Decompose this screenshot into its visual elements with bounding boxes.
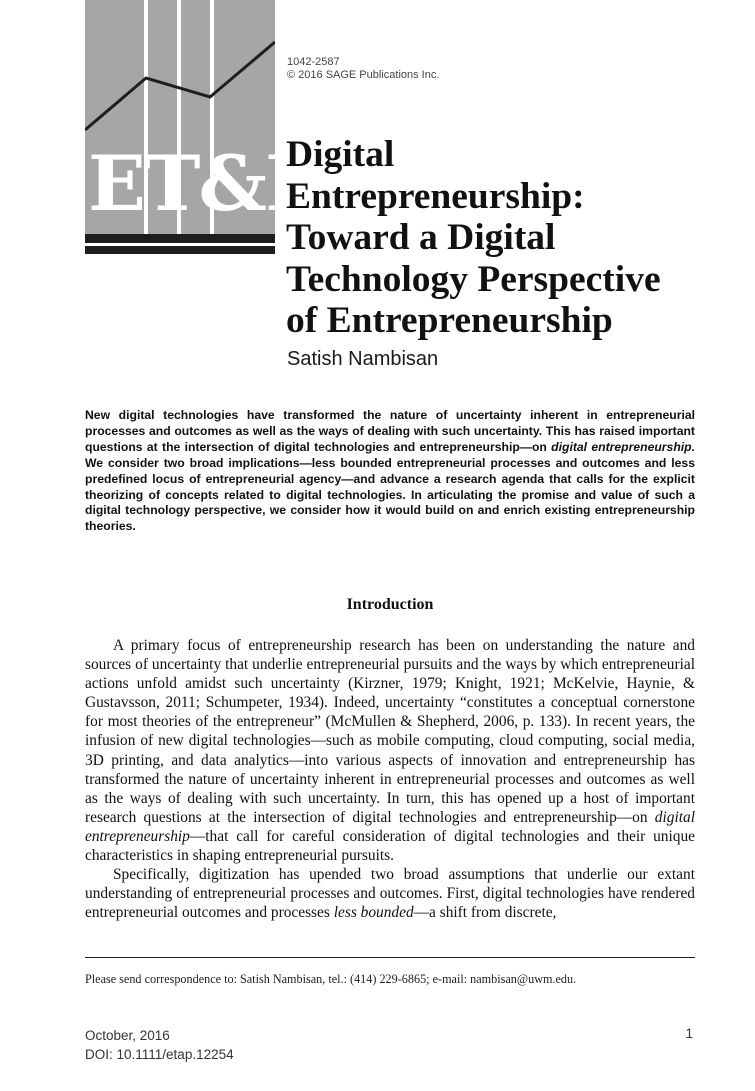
copyright: © 2016 SAGE Publications Inc. (287, 69, 440, 81)
abstract-text: We consider two broad implications—less bounded entrepreneurial processes and outcomes and less predefined locus of entrepreneurial agency—and advance a research agenda that calls for the explicit theorizing of concepts related to digital technologies. In articulating the promise and value of such a digital technology perspective, we consider how it would build on and enrich existing entrepreneurship theories. (85, 455, 695, 534)
title-line: Entrepreneurship: (286, 175, 585, 217)
paragraph (85, 865, 695, 922)
section-heading: Introduction (346, 596, 434, 613)
author-name: Satish Nambisan (287, 348, 439, 370)
title-line: Digital (286, 134, 395, 175)
issn-block (287, 56, 439, 82)
paragraph-text: A primary focus of entrepreneurship research has been on understanding the nature and sources of uncertainty that underlie entrepreneurial pursuits and the ways by which entrepreneurial actions unfold amidst such uncertainty (Kirzner, 1979; Knight, 1921; McKelvie, Haynie, & Gustavsson, 2011; Schumpeter, 1934). Indeed, uncertainty “constitutes a conceptual cornerstone for most theories of the entrepreneur” (McMullen & Shepherd, 2006, p. 133). In recent years, the infusion of new digital technologies—such as mobile computing, cloud computing, social media, 3D printing, and data analytics—into various aspects of innovation and entrepreneurship has transformed the nature of uncertainty inherent in entrepreneurial processes and outcomes as well as the ways of dealing with such uncertainty. In turn, this has opened up a host of important research questions at the intersection of digital technologies and entrepreneurship—on (85, 637, 695, 826)
paragraph-text: —that call for careful consideration of digital technologies and their unique characteristics in shaping entrepreneurial pursuits. (85, 827, 695, 865)
correspondence-footnote: Please send correspondence to: Satish Nambisan, tel.: (414) 229-6865; e-mail: nambisan@uwm.edu. (85, 972, 577, 986)
footnote-divider (85, 957, 695, 958)
title-line: of Entrepreneurship (286, 300, 613, 342)
paragraph-emphasis: less bounded (333, 904, 414, 922)
abstract (85, 408, 695, 535)
doi: DOI: 10.1111/etap.12254 (85, 1047, 234, 1062)
paragraph-text: —a shift from discrete, (413, 904, 557, 922)
issn: 1042-2587 (287, 56, 340, 68)
paragraph-text: Specifically, digitization has upended two broad assumptions that underlie our extant understanding of entrepreneurial processes and outcomes. First, digital technologies have rendered entrepreneurial outcomes and processes (85, 866, 695, 922)
title-line: Toward a Digital (286, 217, 556, 259)
issue-date: October, 2016 (85, 1028, 170, 1043)
abstract-text: New digital technologies have transformed the nature of uncertainty inherent in entrepreneurial processes and outcomes as well as the ways of dealing with such uncertainty. This has raised important questions at the intersection of digital technologies and entrepreneurship—on (85, 408, 695, 454)
logo-text: ET&P (88, 139, 321, 228)
title-line: Technology Perspective (286, 258, 661, 300)
article-title (286, 134, 726, 342)
abstract-emphasis: digital entrepreneurship. (551, 439, 695, 454)
body-text (85, 636, 695, 922)
footer-info (85, 1026, 234, 1064)
page-number: 1 (685, 1026, 693, 1041)
paragraph (85, 636, 695, 865)
paragraph-emphasis: digital entrepreneurship (85, 808, 695, 845)
